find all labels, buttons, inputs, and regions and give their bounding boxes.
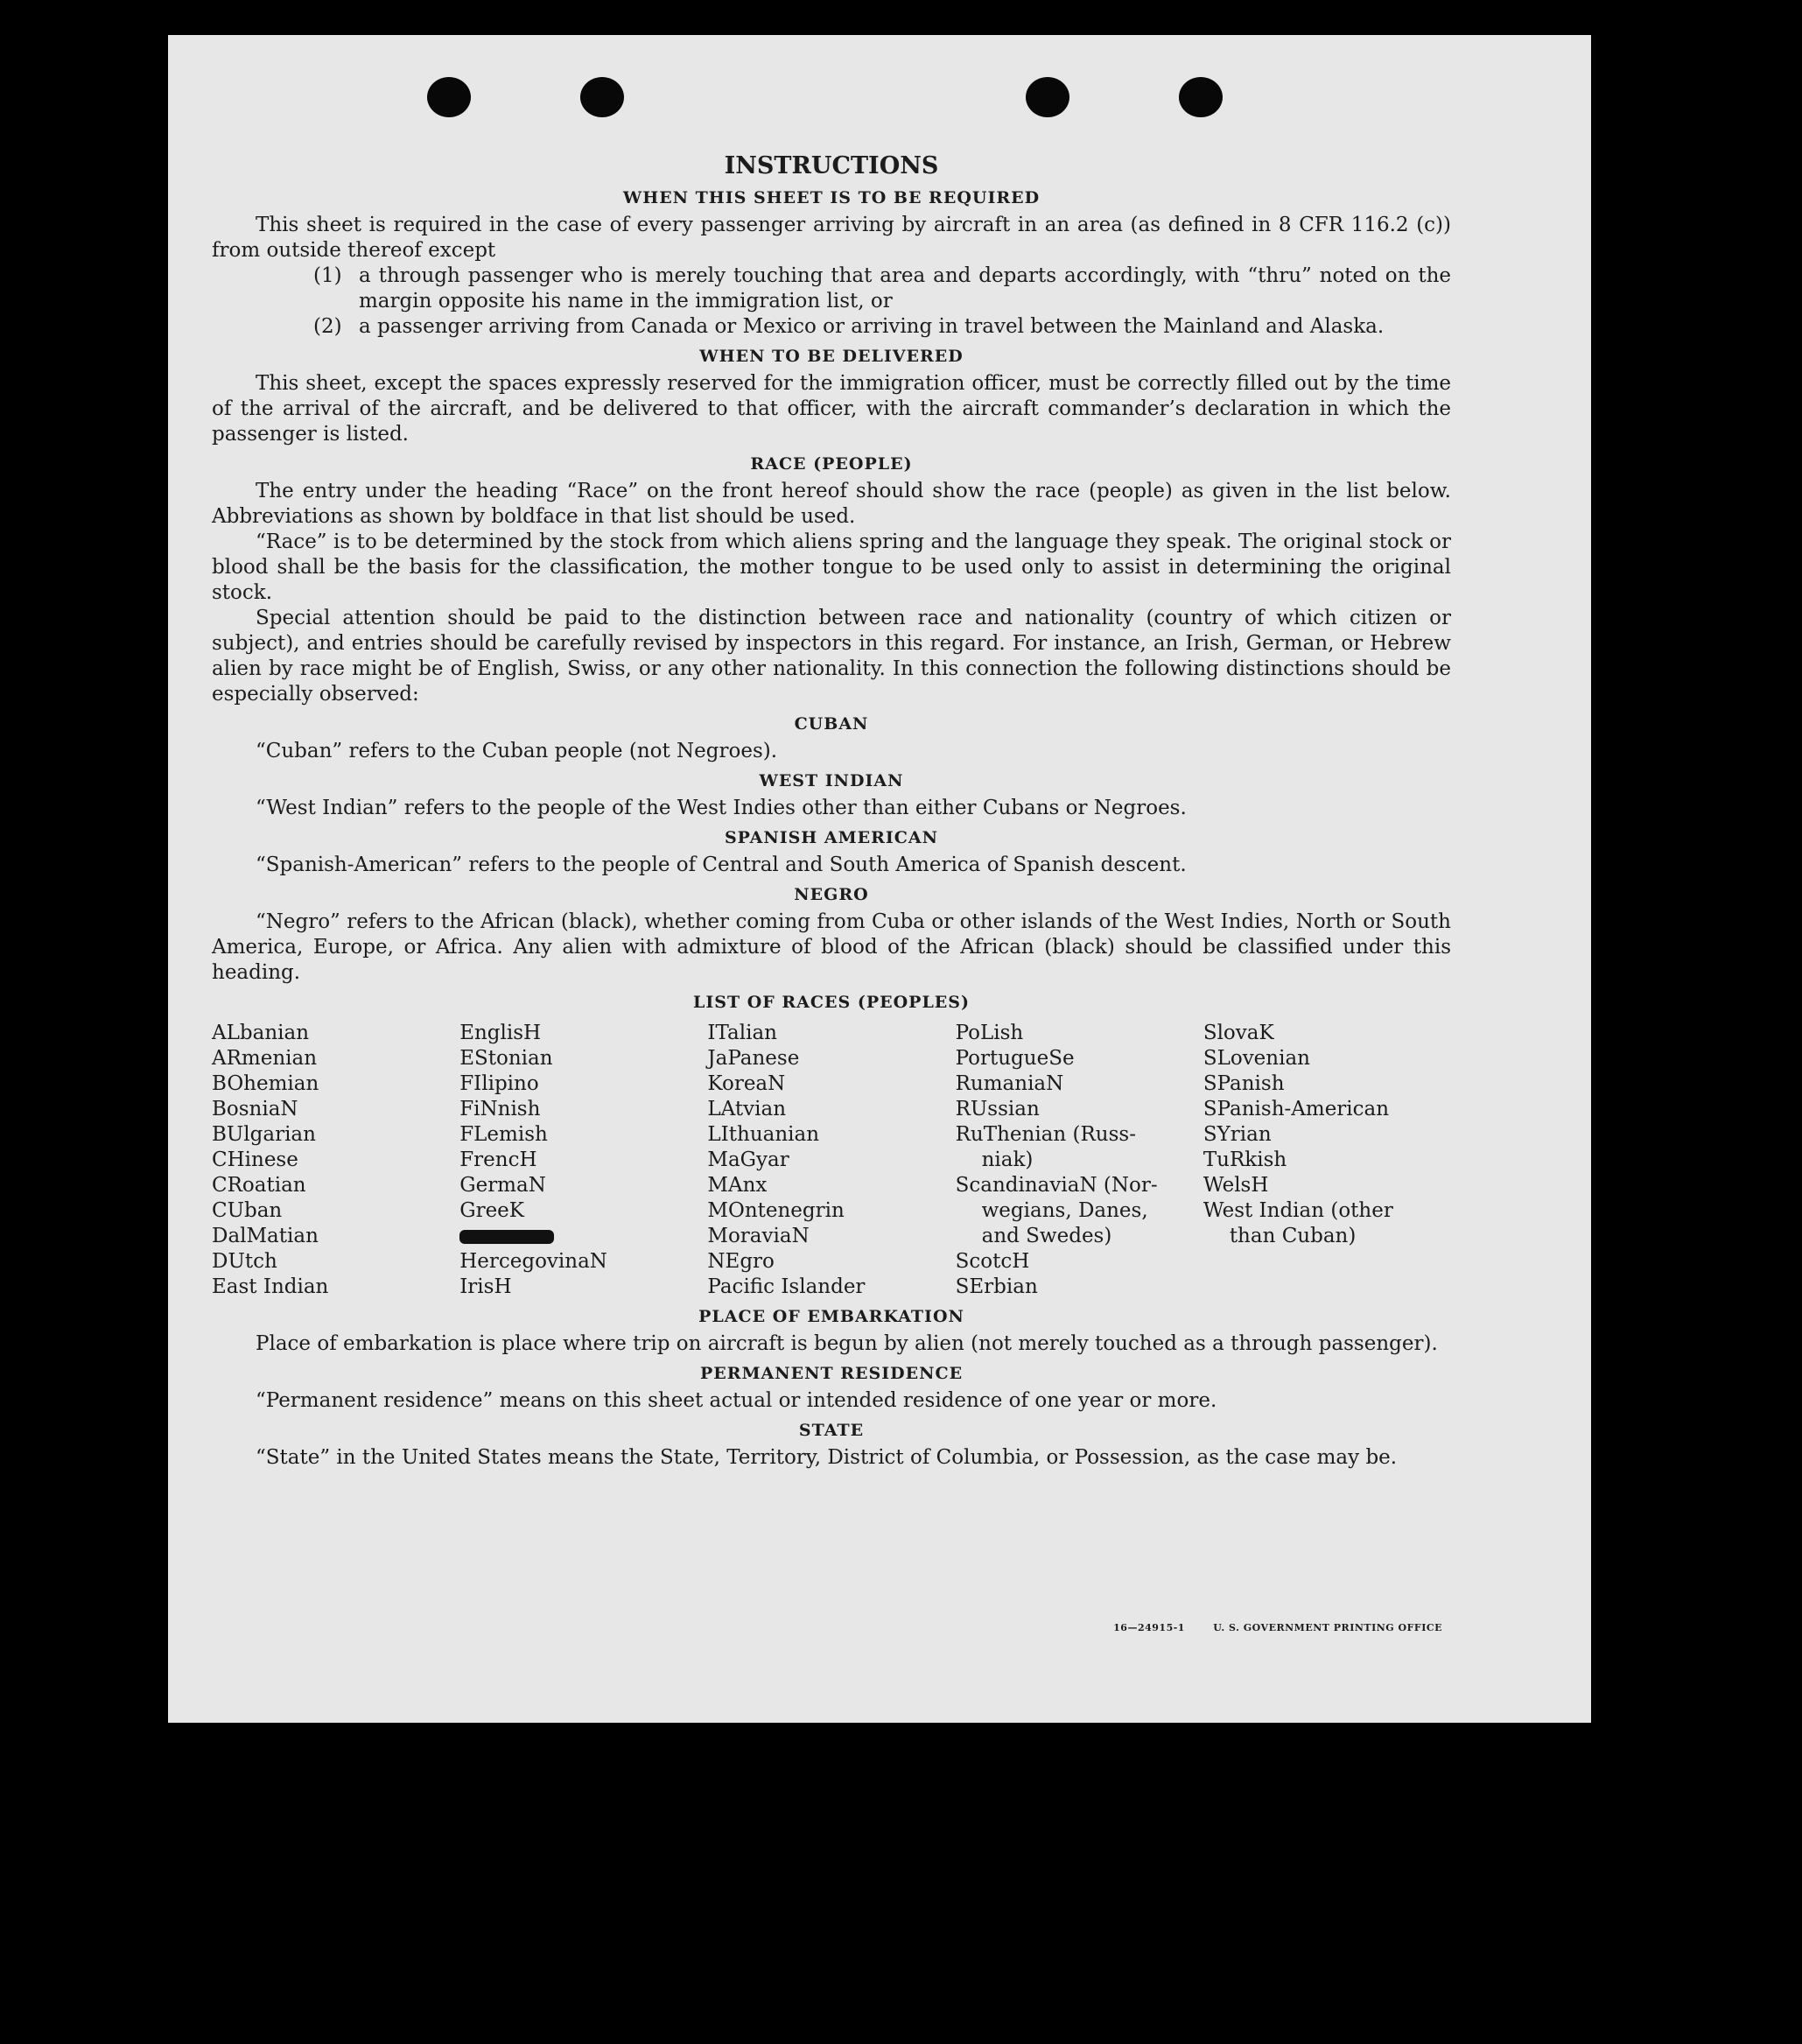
race-item: RUssian xyxy=(955,1098,1040,1120)
race-item: KoreaN xyxy=(707,1072,786,1095)
exception-item xyxy=(313,314,1451,340)
race-item: MaGyar xyxy=(707,1148,789,1171)
heading-embarkation: PLACE OF EMBARKATION xyxy=(698,1307,964,1326)
race-item: JaPanese xyxy=(707,1047,800,1070)
race-item: SPanish xyxy=(1203,1072,1285,1095)
race-item: GermaN xyxy=(459,1174,546,1197)
race-item: ScotcH xyxy=(955,1250,1030,1273)
punch-hole xyxy=(580,77,624,117)
race-item: MAnx xyxy=(707,1174,768,1197)
race-item: SYrian xyxy=(1203,1123,1272,1146)
race-item: SLovenian xyxy=(1203,1047,1310,1070)
heading-west-indian: WEST INDIAN xyxy=(759,771,904,790)
race-item: ScandinaviaN (Nor- xyxy=(955,1174,1158,1197)
exception-number: (1) xyxy=(313,264,342,287)
race-paragraph: “Race” is to be determined by the stock from which aliens spring and the language they speak. The original stock or blood shall be the basis for the classification, the mother tongue to be used only to assist in determining the original stock. xyxy=(212,530,1451,604)
race-item: PoLish xyxy=(955,1022,1024,1044)
race-paragraph: The entry under the heading “Race” on the front hereof should show the race (people) as given in the list below. Abbreviations as shown by boldface in that list should be used. xyxy=(212,480,1451,528)
residence-text: “Permanent residence” means on this sheet actual or intended residence of one year or more. xyxy=(256,1389,1217,1412)
exception-text: a passenger arriving from Canada or Mexico or arriving in travel between the Mainland and Alaska. xyxy=(359,315,1385,338)
race-item: CUban xyxy=(212,1199,283,1222)
race-item: Pacific Islander xyxy=(707,1275,866,1298)
heading-cuban: CUBAN xyxy=(794,714,869,734)
punch-hole xyxy=(1026,77,1069,117)
heading-delivered: WHEN TO BE DELIVERED xyxy=(699,347,964,366)
delivered-text: This sheet, except the spaces expressly reserved for the immigration officer, must be correctly filled out by the time of the arrival of the aircraft, and be delivered to that officer, with the aircraft commander’s declaration in which the passenger is listed. xyxy=(212,372,1451,446)
races-column xyxy=(459,1021,707,1300)
heading-spanish-american: SPANISH AMERICAN xyxy=(724,828,939,847)
race-item: TuRkish xyxy=(1203,1148,1287,1171)
race-item: IrisH xyxy=(459,1275,512,1298)
race-item: MOntenegrin xyxy=(707,1199,845,1222)
west-indian-text: “West Indian” refers to the people of the West Indies other than either Cubans or Negroes. xyxy=(256,797,1187,819)
redaction-mark xyxy=(459,1230,554,1244)
race-item: EStonian xyxy=(459,1047,553,1070)
race-item: GreeK xyxy=(459,1199,524,1222)
race-item: East Indian xyxy=(212,1275,329,1298)
heading-negro: NEGRO xyxy=(794,885,869,904)
heading-race: RACE (PEOPLE) xyxy=(750,454,913,474)
heading-required: WHEN THIS SHEET IS TO BE REQUIRED xyxy=(622,188,1041,207)
race-item: SlovaK xyxy=(1203,1022,1274,1044)
race-item: ALbanian xyxy=(212,1022,310,1044)
race-item: SPanish-American xyxy=(1203,1098,1390,1120)
race-item: FLemish xyxy=(459,1123,548,1146)
cuban-text: “Cuban” refers to the Cuban people (not Negroes). xyxy=(256,740,778,762)
race-item-continuation: wegians, Danes, xyxy=(981,1199,1148,1222)
race-item: ARmenian xyxy=(212,1047,318,1070)
instructions-body xyxy=(212,152,1451,1471)
heading-state: STATE xyxy=(798,1421,865,1440)
punch-hole xyxy=(427,77,471,117)
race-item: RuThenian (Russ- xyxy=(955,1123,1136,1146)
required-intro: This sheet is required in the case of every passenger arriving by aircraft in an area (as defined in 8 CFR 116.2 (c)) from outside thereof except xyxy=(212,214,1451,262)
race-item-continuation: and Swedes) xyxy=(981,1225,1112,1247)
race-item-continuation: niak) xyxy=(981,1148,1034,1171)
negro-text: “Negro” refers to the African (black), whether coming from Cuba or other islands of the West Indies, North or South America, Europe, or Africa. Any alien with admixture of blood of the African (black) should be classified under this heading. xyxy=(212,910,1451,984)
race-item: PortugueSe xyxy=(955,1047,1075,1070)
race-item: MoraviaN xyxy=(707,1225,810,1247)
race-item-continuation: than Cuban) xyxy=(1229,1225,1357,1247)
race-item: FIlipino xyxy=(459,1072,539,1095)
document-sheet xyxy=(168,35,1591,1723)
race-item: NEgro xyxy=(707,1250,775,1273)
races-list xyxy=(212,1021,1451,1300)
printer-imprint xyxy=(1113,1622,1442,1633)
race-item: EnglisH xyxy=(459,1022,542,1044)
race-item: RumaniaN xyxy=(955,1072,1064,1095)
races-column xyxy=(707,1021,955,1300)
races-column xyxy=(1203,1021,1451,1300)
heading-residence: PERMANENT RESIDENCE xyxy=(699,1364,964,1383)
heading-races-list: LIST OF RACES (PEOPLES) xyxy=(693,993,970,1012)
race-item: FrencH xyxy=(459,1148,537,1171)
race-item: LAtvian xyxy=(707,1098,787,1120)
race-item: WelsH xyxy=(1203,1174,1269,1197)
race-item: SErbian xyxy=(955,1275,1038,1298)
races-column xyxy=(212,1021,459,1300)
printer-name: U. S. GOVERNMENT PRINTING OFFICE xyxy=(1213,1622,1442,1633)
race-item: BOhemian xyxy=(212,1072,319,1095)
race-item: CRoatian xyxy=(212,1174,306,1197)
exception-text: a through passenger who is merely touching that area and departs accordingly, with “thru” noted on the margin opposite his name in the immigration list, or xyxy=(359,264,1451,313)
race-item: ITalian xyxy=(707,1022,777,1044)
exception-number: (2) xyxy=(313,315,342,338)
races-column xyxy=(956,1021,1203,1300)
race-item: CHinese xyxy=(212,1148,298,1171)
race-item: DalMatian xyxy=(212,1225,319,1247)
race-item: LIthuanian xyxy=(707,1123,820,1146)
spanish-american-text: “Spanish-American” refers to the people of Central and South America of Spanish descent. xyxy=(256,853,1187,876)
punch-hole xyxy=(1179,77,1223,117)
embarkation-text: Place of embarkation is place where trip on aircraft is begun by alien (not merely touched as a through passenger). xyxy=(256,1332,1438,1355)
state-text: “State” in the United States means the State, Territory, District of Columbia, or Possession, as the case may be. xyxy=(256,1446,1398,1469)
page-title: INSTRUCTIONS xyxy=(724,152,939,179)
exception-item xyxy=(313,263,1451,314)
race-item: West Indian (other xyxy=(1203,1199,1393,1222)
race-paragraph: Special attention should be paid to the distinction between race and nationality (country of which citizen or subject), and entries should be carefully revised by inspectors in this regard. For instance, an Irish, German, or Hebrew alien by race might be of English, Swiss, or any other nationality. In this connection the following distinctions should be especially observed: xyxy=(212,607,1451,706)
redacted-entry xyxy=(459,1224,707,1249)
race-item: HercegovinaN xyxy=(459,1250,607,1273)
race-item: FiNnish xyxy=(459,1098,541,1120)
form-number: 16—24915-1 xyxy=(1113,1622,1185,1633)
race-item: BosniaN xyxy=(212,1098,298,1120)
race-item: DUtch xyxy=(212,1250,277,1273)
race-item: BUlgarian xyxy=(212,1123,316,1146)
